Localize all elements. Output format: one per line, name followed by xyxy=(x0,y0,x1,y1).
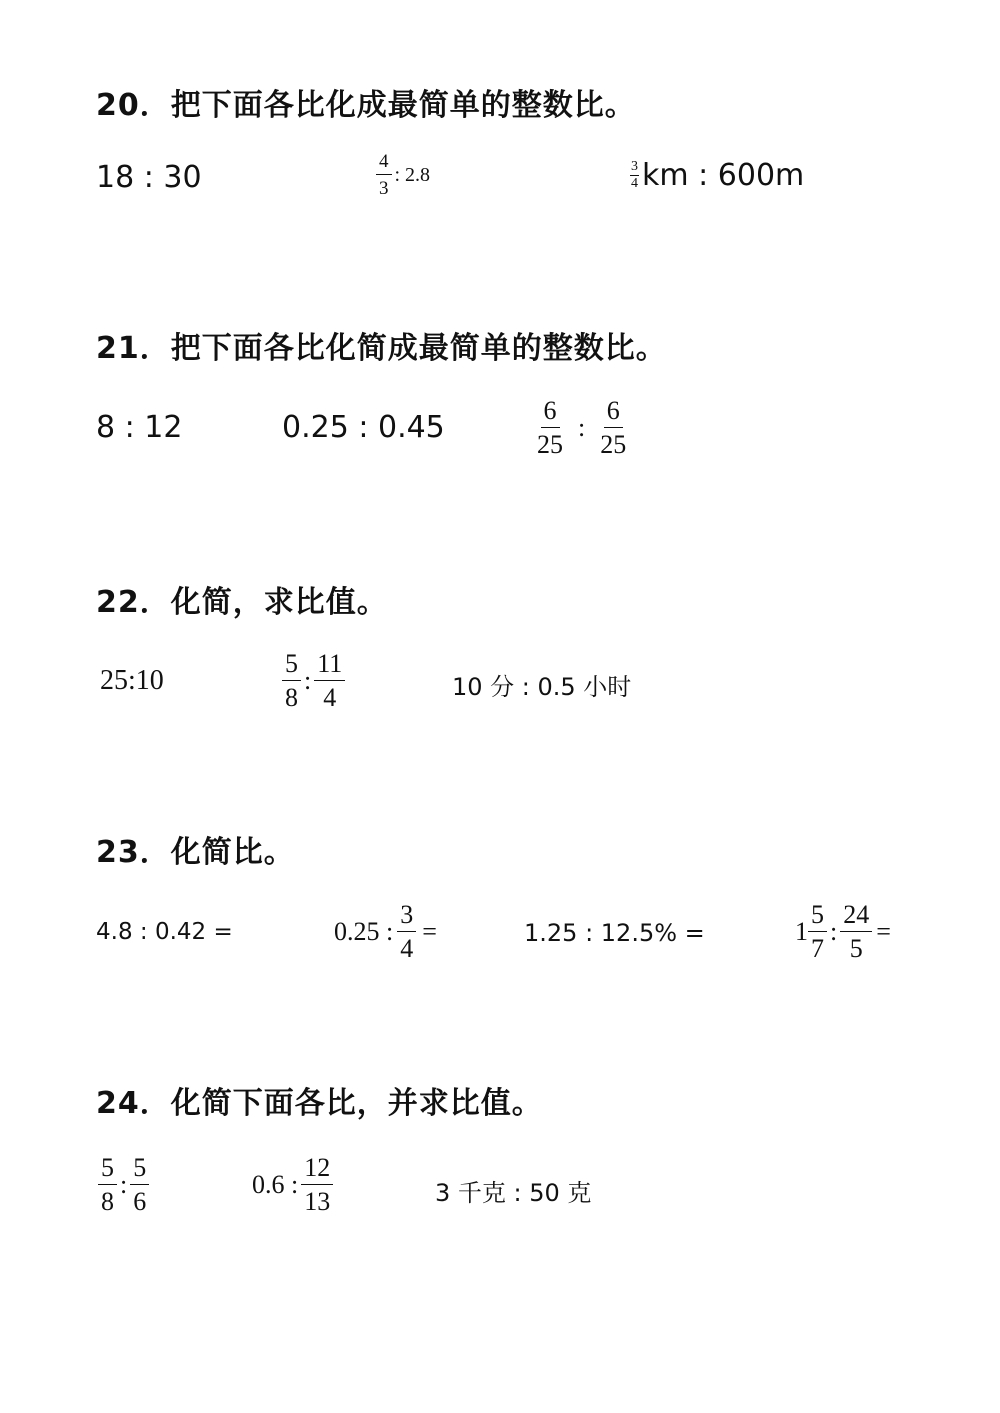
q22-expr-2 xyxy=(282,651,345,711)
ratio-colon: : xyxy=(830,917,838,946)
q22-expr-1-text: 25:10 xyxy=(100,665,164,696)
fraction xyxy=(808,902,827,962)
q24-expr-1 xyxy=(98,1155,149,1215)
numerator: 3 xyxy=(631,159,638,174)
question-20-title: 20．把下面各比化成最简单的整数比。 xyxy=(96,88,636,123)
q23-expr-4 xyxy=(795,902,891,962)
q20-expr-3 xyxy=(630,158,804,193)
fraction xyxy=(282,651,301,711)
q20-expr-1-text: 18 : 30 xyxy=(96,160,202,195)
fraction xyxy=(597,398,629,458)
denominator: 4 xyxy=(323,683,337,712)
q20-expr-2 xyxy=(376,152,430,198)
q23-expr-3 xyxy=(524,919,705,947)
fraction xyxy=(630,160,639,191)
q21-expr-1 xyxy=(96,410,182,445)
equals-sign: = xyxy=(422,917,437,946)
ratio-rest: km : 600m xyxy=(642,158,805,193)
question-21-title: 21．把下面各比化简成最简单的整数比。 xyxy=(96,331,667,366)
q21-expr-2 xyxy=(282,410,445,445)
numerator: 5 xyxy=(282,651,301,681)
mixed-number-whole: 1 xyxy=(795,917,808,946)
fraction xyxy=(314,651,345,711)
ratio-colon: : xyxy=(120,1170,128,1199)
fraction xyxy=(840,902,872,962)
numerator: 11 xyxy=(314,651,345,681)
denominator: 4 xyxy=(631,176,638,191)
numerator: 4 xyxy=(376,152,392,175)
ratio-colon: : xyxy=(304,666,312,695)
q22-expr-1 xyxy=(100,665,164,697)
question-22-title: 22．化简，求比值。 xyxy=(96,585,388,620)
fraction xyxy=(98,1155,117,1215)
numerator: 3 xyxy=(397,902,416,932)
denominator: 4 xyxy=(400,934,414,963)
numerator: 6 xyxy=(604,398,623,428)
denominator: 25 xyxy=(537,430,563,459)
numerator: 24 xyxy=(840,902,872,932)
denominator: 25 xyxy=(600,430,627,459)
question-23-title: 23．化简比。 xyxy=(96,835,295,870)
ratio-lead: 0.6 : xyxy=(252,1170,299,1199)
fraction xyxy=(397,902,416,962)
fraction xyxy=(301,1155,333,1215)
denominator: 8 xyxy=(285,683,298,712)
q23-expr-3-text: 1.25 : 12.5% = xyxy=(524,919,705,947)
q22-expr-3 xyxy=(452,667,631,702)
q22-expr-3-text: 10 分 : 0.5 小时 xyxy=(452,673,632,701)
q21-expr-2-text: 0.25 : 0.45 xyxy=(282,410,445,445)
fraction xyxy=(534,398,566,458)
q24-expr-3 xyxy=(435,1173,591,1208)
q23-expr-2 xyxy=(334,902,437,962)
fraction xyxy=(376,152,392,198)
denominator: 3 xyxy=(379,178,389,199)
ratio-colon: : xyxy=(578,413,586,442)
q24-expr-3-text: 3 千克 : 50 克 xyxy=(435,1179,592,1207)
denominator: 6 xyxy=(133,1187,147,1216)
denominator: 5 xyxy=(849,934,863,963)
numerator: 5 xyxy=(98,1155,117,1185)
fraction xyxy=(130,1155,149,1215)
denominator: 8 xyxy=(101,1187,114,1216)
ratio-rest: : 2.8 xyxy=(394,163,431,186)
ratio-lead: 0.25 : xyxy=(334,917,394,946)
numerator: 5 xyxy=(808,902,827,932)
equals-sign: = xyxy=(876,917,891,946)
q21-expr-1-text: 8 : 12 xyxy=(96,410,183,445)
question-24-title: 24．化简下面各比，并求比值。 xyxy=(96,1086,543,1121)
numerator: 12 xyxy=(301,1155,333,1185)
numerator: 6 xyxy=(541,398,560,428)
denominator: 13 xyxy=(304,1187,331,1216)
denominator: 7 xyxy=(811,934,824,963)
q23-expr-1-text: 4.8 : 0.42 = xyxy=(96,919,233,945)
q21-expr-3 xyxy=(534,398,629,458)
numerator: 5 xyxy=(130,1155,149,1185)
q23-expr-1 xyxy=(96,919,233,945)
q24-expr-2 xyxy=(252,1155,333,1215)
q20-expr-1 xyxy=(96,160,202,195)
